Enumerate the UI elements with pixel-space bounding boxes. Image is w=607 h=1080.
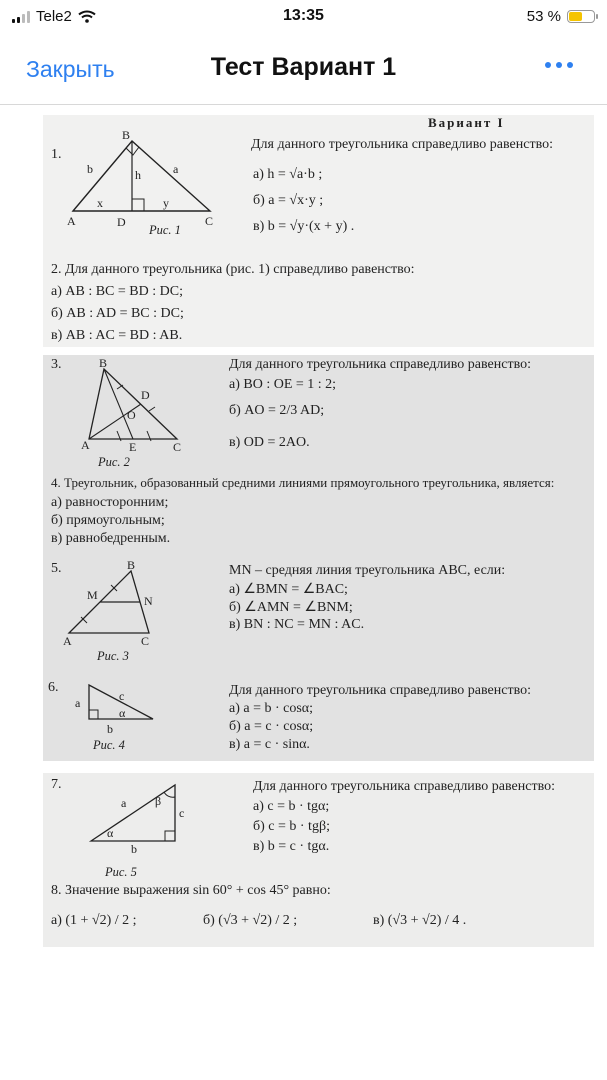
photo-questions-7-8 <box>43 773 594 947</box>
q4-option-b: б) прямоугольным; <box>51 513 165 528</box>
q7-option-a: а) c = b · tgα; <box>253 799 330 814</box>
figure-4-caption: Рис. 4 <box>93 738 125 752</box>
q3-option-a: а) BO : OE = 1 : 2; <box>229 377 337 392</box>
svg-text:C: C <box>141 634 150 648</box>
svg-text:A: A <box>63 634 72 648</box>
svg-text:b: b <box>87 162 93 176</box>
q8-option-b: б) (√3 + √2) / 2 ; <box>203 913 298 928</box>
svg-text:a: a <box>75 696 81 710</box>
battery-group <box>527 8 595 25</box>
q3-stem: Для данного треугольника справедливо равенство: <box>229 357 531 372</box>
q6-option-a: а) a = b · cosα; <box>229 701 314 716</box>
svg-text:B: B <box>99 356 108 370</box>
q1-option-a: а) h = √a·b ; <box>253 167 323 182</box>
svg-text:h: h <box>135 168 141 182</box>
figure-2-triangle-medians <box>79 356 229 456</box>
svg-text:c: c <box>179 806 185 820</box>
variant-title: Вариант I <box>428 115 505 130</box>
figure-3-midline <box>61 558 211 653</box>
svg-text:D: D <box>141 388 150 402</box>
photo-questions-3-6 <box>43 355 594 761</box>
q7-stem: Для данного треугольника справедливо равенство: <box>253 779 555 794</box>
svg-text:D: D <box>117 215 126 229</box>
q3-option-c: в) OD = 2AO. <box>229 435 310 450</box>
close-button[interactable]: Закрыть <box>26 56 115 82</box>
q8-option-a: а) (1 + √2) / 2 ; <box>51 913 137 928</box>
svg-text:A: A <box>67 214 76 228</box>
svg-text:y: y <box>163 196 169 210</box>
more-options-icon[interactable] <box>545 62 573 68</box>
svg-text:β: β <box>155 794 162 808</box>
svg-text:b: b <box>131 842 137 856</box>
q8-stem: 8. Значение выражения sin 60° + cos 45° равно: <box>51 883 331 898</box>
svg-text:B: B <box>122 128 131 142</box>
q6-number: 6. <box>48 680 59 695</box>
svg-text:α: α <box>119 706 126 720</box>
figure-5-right-triangle <box>83 775 193 855</box>
q1-number: 1. <box>51 147 62 162</box>
q7-option-b: б) c = b · tgβ; <box>253 819 330 834</box>
svg-text:C: C <box>205 214 214 228</box>
page-title: Тест Вариант 1 <box>210 53 397 81</box>
q5-option-b: б) ∠AMN = ∠BNM; <box>229 600 353 615</box>
svg-text:O: O <box>127 408 136 422</box>
q2-stem: 2. Для данного треугольника (рис. 1) справедливо равенство: <box>51 262 415 277</box>
figure-5-caption: Рис. 5 <box>105 865 137 879</box>
svg-text:c: c <box>119 689 125 703</box>
q2-option-c: в) AB : AC = BD : AB. <box>51 328 183 343</box>
document-viewer[interactable] <box>0 105 607 1080</box>
battery-icon <box>567 10 595 23</box>
q8-option-c: в) (√3 + √2) / 4 . <box>373 913 467 928</box>
svg-text:A: A <box>81 438 90 452</box>
q5-option-c: в) BN : NC = MN : AC. <box>229 617 365 632</box>
figure-1-right-triangle <box>65 129 225 239</box>
battery-percent: 53 % <box>526 8 561 25</box>
q6-option-b: б) a = c · cosα; <box>229 719 314 734</box>
svg-text:B: B <box>127 558 136 572</box>
q4-option-c: в) равнобедренным. <box>51 531 171 546</box>
figure-3-caption: Рис. 3 <box>97 649 129 663</box>
carrier-name: Tele2 <box>36 8 72 25</box>
q2-option-a: а) AB : BC = BD : DC; <box>51 284 183 299</box>
svg-text:a: a <box>121 796 127 810</box>
q3-option-b: б) AO = 2/3 AD; <box>229 403 325 418</box>
navigation-bar <box>0 34 607 105</box>
svg-text:M: M <box>87 588 98 602</box>
figure-4-right-triangle <box>69 677 199 741</box>
q2-option-b: б) AB : AD = BC : DC; <box>51 306 184 321</box>
svg-text:b: b <box>107 722 113 736</box>
q5-stem: MN – средняя линия треугольника ABC, если: <box>229 563 506 578</box>
clock: 13:35 <box>283 7 324 24</box>
svg-text:N: N <box>144 594 153 608</box>
svg-text:C: C <box>173 440 182 454</box>
figure-2-caption: Рис. 2 <box>98 455 130 469</box>
q1-option-c: в) b = √y·(x + y) . <box>253 219 355 234</box>
q5-number: 5. <box>51 561 62 576</box>
q5-option-a: а) ∠BMN = ∠BAC; <box>229 582 348 597</box>
q4-stem: 4. Треугольник, образованный средними линиями прямоугольного треугольника, является: <box>51 475 555 490</box>
q1-option-b: б) a = √x·y ; <box>253 193 324 208</box>
svg-text:x: x <box>97 196 103 210</box>
figure-1-caption: Рис. 1 <box>149 223 181 237</box>
q4-option-a: а) равносторонним; <box>51 495 169 510</box>
q6-option-c: в) a = c · sinα. <box>229 737 310 752</box>
q6-stem: Для данного треугольника справедливо равенство: <box>229 683 531 698</box>
photo-questions-1-2 <box>43 115 594 347</box>
q3-number: 3. <box>51 357 62 372</box>
svg-text:α: α <box>107 826 114 840</box>
svg-text:a: a <box>173 162 179 176</box>
status-bar <box>0 0 607 34</box>
svg-text:E: E <box>129 440 137 454</box>
q1-stem: Для данного треугольника справедливо равенство: <box>251 137 553 152</box>
q7-number: 7. <box>51 777 62 792</box>
q7-option-c: в) b = c · tgα. <box>253 839 330 854</box>
